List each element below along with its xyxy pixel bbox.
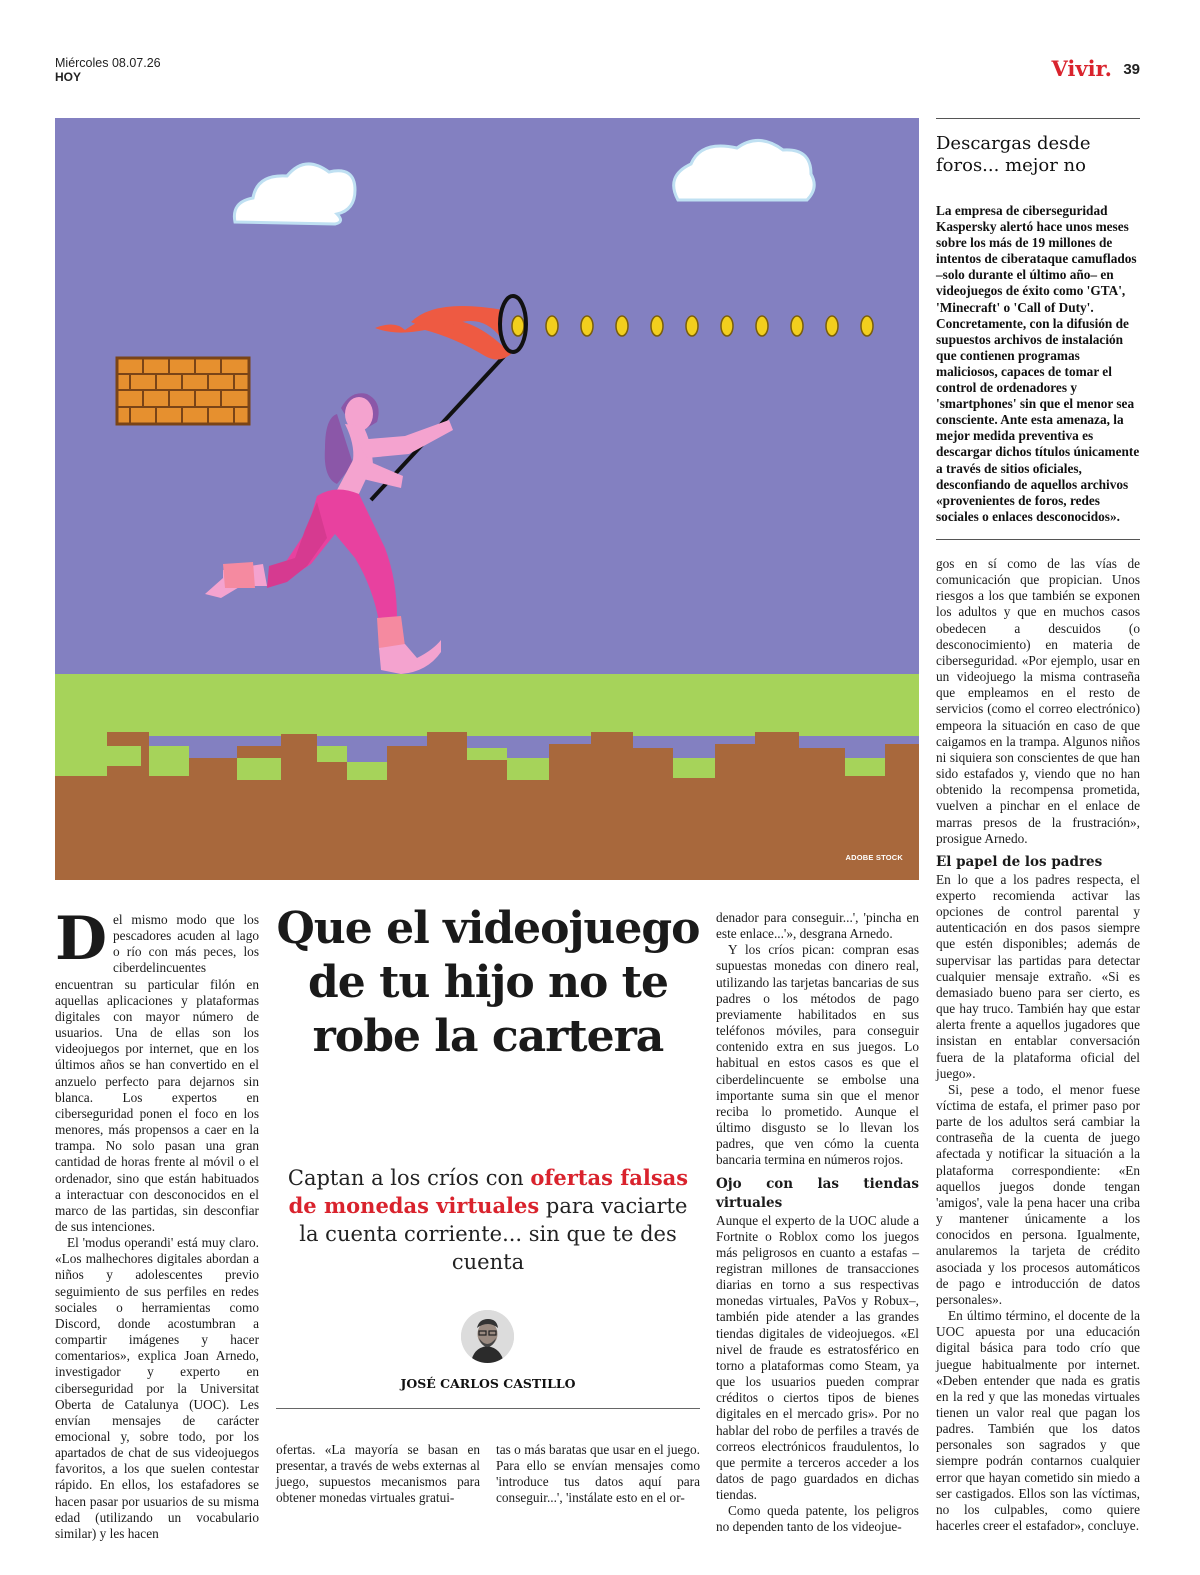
subhead-parents-role: El papel de los padres [936, 853, 1103, 870]
article-paragraph-1-text: el mismo modo que los pescadores acuden al lago o río con más peces, los ciberdelincuentes encuentran su particular filón en aquellas aplicaciones y plataformas digitales con mayor número de usuarios. Una de ellas son los videojuegos por internet, que en los últimos años se han convertido en el anzuelo perfecto para dejarnos sin blanca. Los expertos en ciberseguridad ponen el foco en los menores, más propensos a caer en la trampa. No solo pasan una gran cantidad de horas frente al móvil o el ordenador, sino que están habituados a interactuar con desconocidos en el marco de las partidas, sin desconfiar de sus intenciones. [55, 912, 259, 1234]
author-avatar [461, 1310, 514, 1363]
headline-block [276, 902, 700, 1402]
article-col5-p2: En lo que a los padres respecta, el experto recomienda activar las opciones de control parental y autenticación en dos pasos siempre que estén disponibles; además de supervisar las partidas para detectar cualquier mensaje extraño. «Si es demasiado bueno para ser cierto, es que hay truco. También hay que estar alerta frente a aquellos jugadores que insistan en entablar conversación fuera de la plataforma oficial del juego». [936, 871, 1140, 1081]
butterfly-net-icon [371, 296, 526, 500]
sidebar-box [936, 118, 1140, 540]
author-name: JOSÉ CARLOS CASTILLO [400, 1376, 576, 1391]
page-number: 39 [1123, 61, 1140, 78]
article-col2-text: ofertas. «La mayoría se basan en presentar, a través de webs externas al juego, supuestos mecanismos para obtener monedas virtuales gratui- [276, 1442, 480, 1506]
article-col4-p2: Y los críos pican: compran esas supuestas monedas con dinero real, utilizando las tarjetas bancarias de sus padres o los métodos de pago previamente habilitados en sus teléfonos móviles, para conseguir contenido extra en sus juegos. Lo habitual en estos casos es que el ciberdelincuente se embolse una importante suma sin que el menor reciba lo prometido. Aunque el último disgusto se lo llevan los padres, que ven cómo la cuenta bancaria termina en números rojos. [716, 942, 919, 1168]
section-name: Vivir. [1051, 56, 1112, 81]
headline-divider [276, 1408, 700, 1409]
running-woman-figure [205, 393, 453, 674]
article-col5-p4: En último término, el docente de la UOC apuesta por una educación digital básica para todo crío que juegue habitualmente por internet. «Deben entender que nada es gratis en la red y que las monedas virtuales tienen un valor real que pagan los padres. También que los datos personales son sagrados y que siempre podrán contarnos cualquier error que hayan cometido sin miedo a ser castigados. Ellos son las víctimas, no los culpables, como quiere hacerles creer el estafador», concluye. [936, 1308, 1140, 1534]
subhead-virtual-stores: Ojo con las tiendas virtuales [716, 1175, 919, 1211]
header-paper: HOY [55, 70, 82, 84]
article-col3-text: tas o más baratas que usar en el juego. Para ello se envían mensajes como 'introduce tus datos aquí para conseguir...', 'instálate esto en el or- [496, 1442, 700, 1506]
subtitle-end: para vaciarte la cuenta corriente... sin que te des cuenta [299, 1194, 688, 1274]
sidebar-title: Descargas desde foros... mejor no [936, 133, 1091, 176]
brick-block-icon [117, 358, 249, 424]
headline: Que el videojuego de tu hijo no te robe la cartera [276, 903, 700, 1062]
article-col5-p1: gos en sí como de las vías de comunicación que propician. Unos riesgos a los que también se exponen los adultos y que en muchos casos obedecen a descuidos (o desconocimiento) en materia de ciberseguridad. «Por ejemplo, usar en un videojuego la misma contraseña que empleamos en el resto de servicios (como el correo electrónico) empeora la situación en caso de que caigamos en la trampa. Algunos niños ni siquiera son conscientes de que han sido estafados y, viendo que no han obtenido la recompensa prometida, vuelven a pinchar en el enlace de marras presos de la frustración», prosigue Arnedo. [936, 556, 1140, 846]
sidebar-text: La empresa de ciberseguridad Kaspersky alertó hace unos meses sobre los más de 19 millones de intentos de ciberataque camuflados –solo durante el último año– en videojuegos de éxito como 'GTA', 'Minecraft' o 'Call of Duty'. Concretamente, con la difusión de supuestos archivos de instalación que contienen programas maliciosos, capaces de tomar el control de ordenadores y 'smartphones' sin que el menor sea consciente. Ante esta amenaza, la mejor medida preventiva es descargar dichos títulos únicamente a través de sitios oficiales, desconfiando de aquellos archivos «provenientes de foros, redes sociales o enlaces desconocidos». [936, 203, 1140, 524]
article-column-3 [496, 1442, 700, 1507]
hero-illustration [55, 118, 919, 880]
article-column-4 [716, 910, 919, 1536]
article-paragraph-2: El 'modus operandi' está muy claro. «Los malhechores digitales abordan a niños y adolescentes previo seguimiento de sus perfiles en redes sociales o herramientas como Discord, donde acostumbran a compartir imágenes y hacer comentarios», explica Joan Arnedo, investigador y experto en ciberseguridad por la Universitat Oberta de Catalunya (UOC). Les envían mensajes de carácter emocional y, sobre todo, por los apartados de chat de sus videojuegos favoritos, a los que suelen contestar rápido. En ellos, los estafadores se hacen pasar por usuarios de su misma edad (utilizando un vocabulario similar) y les hacen [55, 1235, 259, 1541]
grass-strip [55, 674, 919, 736]
article-paragraph-1 [55, 904, 259, 1235]
article-column-5 [936, 556, 1140, 1534]
subtitle [276, 1164, 700, 1276]
article-col4-p1: denador para conseguir...', 'pincha en este enlace...'», desgrana Arnedo. [716, 910, 919, 942]
article-col4-p4: Como queda patente, los peligros no dependen tanto de los videojue- [716, 1503, 919, 1535]
image-credit: ADOBE STOCK [845, 853, 903, 862]
article-column-1 [55, 904, 259, 1542]
coin-row-icon [512, 316, 873, 336]
drop-cap: D [55, 904, 108, 974]
subtitle-start: Captan a los críos con [287, 1166, 531, 1190]
author-portrait-icon [461, 1310, 514, 1363]
article-column-2 [276, 1442, 480, 1507]
subtitle-highlight: ofertas falsas de monedas virtuales [288, 1165, 689, 1218]
cloud-left-icon [234, 164, 355, 224]
article-col4-p3: Aunque el experto de la UOC alude a Fortnite o Roblox como los juegos más peligrosos en cuanto a estafas –registran millones de transacciones diarias en torno a sus respectivas monedas virtuales, PaVos y Robux–, también pide atender a las grandes tiendas digitales de videojuegos. «El nivel de fraude es estratosférico en torno a plataformas como Steam, ya que los usuarios pueden comprar créditos o ciertos tipos de bienes digitales en el mercado gris». Por no hablar del robo de perfiles a través de correos electrónicos fraudulentos, lo que permite a terceros acceder a los datos de pago guardados en dichas tiendas. [716, 1212, 919, 1503]
header-date: Miércoles 08.07.26 [55, 56, 161, 70]
hero-illustration-svg [55, 118, 919, 880]
cloud-right-icon [674, 140, 815, 200]
page-header [55, 56, 1140, 86]
article-col5-p3: Si, pese a todo, el menor fuese víctima de estafa, el primer paso por parte de los adultos será cambiar la contraseña de la cuenta de juego afectada y notificar la situación a la plataforma correspondiente: «En aquellos juegos donde tengan 'amigos', vale la pena hacer una criba y mantener únicamente a los conocidos en persona. Igualmente, anularemos la tarjeta de crédito asociada y los procesos automáticos de pago e introducción de datos personales». [936, 1081, 1140, 1307]
